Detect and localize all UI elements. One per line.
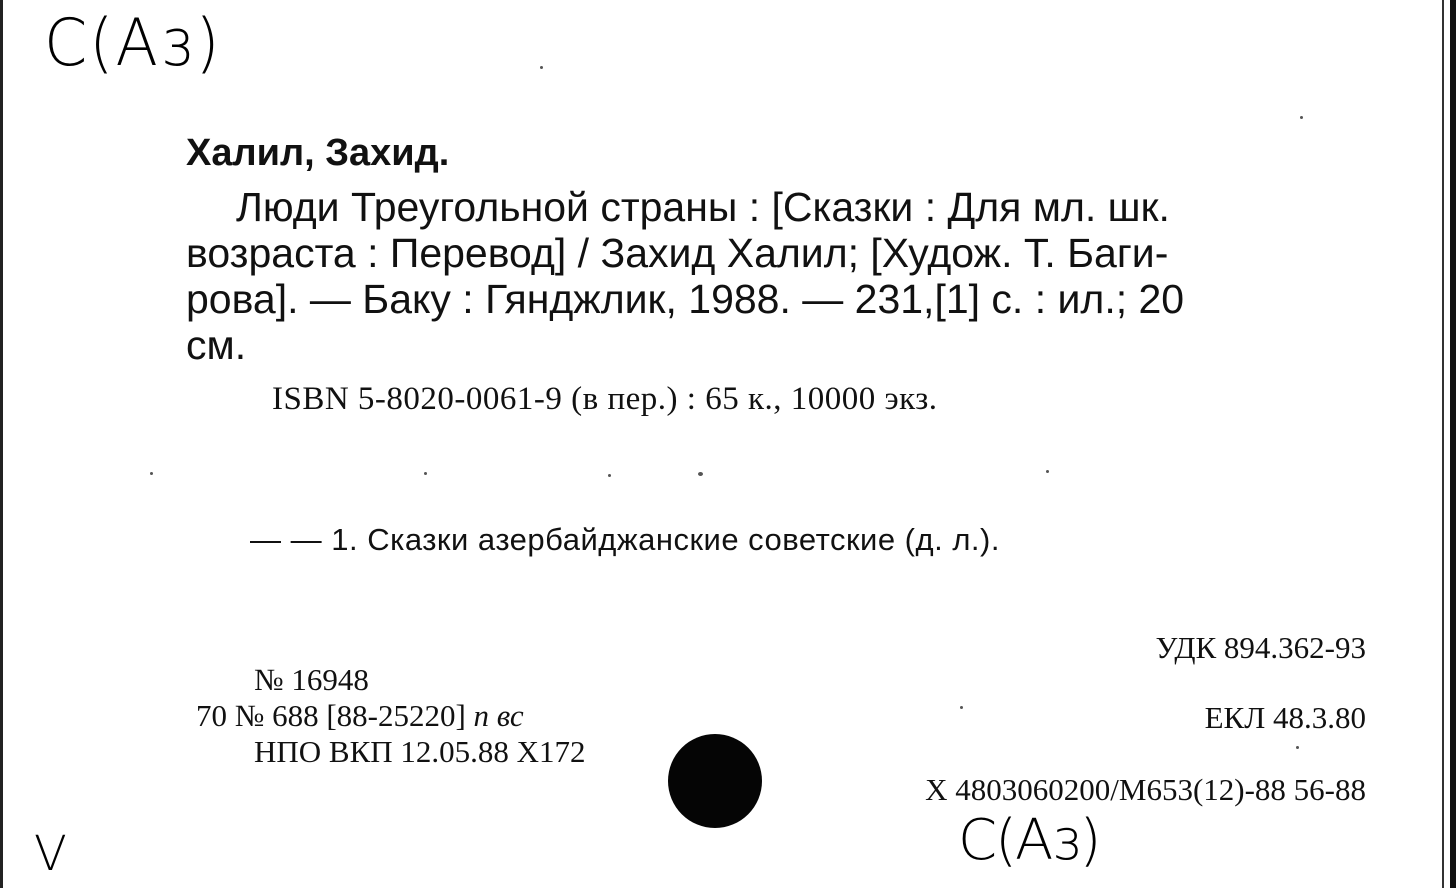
scan-speck xyxy=(540,66,543,69)
bibliographic-description xyxy=(186,184,1360,368)
author-heading: Халил, Захид. xyxy=(186,132,450,174)
handwritten-shelfmark-top: С(Аз) xyxy=(44,4,222,81)
order-line xyxy=(196,698,586,734)
scan-speck xyxy=(1296,746,1299,749)
subject-heading: — — 1. Сказки азербайджанские советские (д. л.). xyxy=(250,522,1000,557)
order-number: 70 № 688 [88-25220] xyxy=(196,698,466,733)
card-punch-hole xyxy=(668,734,762,828)
card-right-edge xyxy=(1450,0,1456,888)
description-line: Люди Треугольной страны : [Сказки : Для мл. шк. xyxy=(236,184,1170,230)
publisher-code: X 4803060200/М653(12)-88 56-88 xyxy=(925,772,1366,807)
printer-line: НПО ВКП 12.05.88 X172 xyxy=(254,734,586,769)
handwritten-shelfmark-bottom: С(Аз) xyxy=(958,808,1100,873)
scan-speck xyxy=(960,706,963,709)
card-right-edge-inner xyxy=(1442,0,1444,888)
handwritten-check-mark: V xyxy=(34,826,69,882)
description-line: возраста : Перевод] / Захид Халил; [Худож. Т. Баги- xyxy=(186,230,1169,276)
scan-speck xyxy=(424,472,427,475)
scan-speck xyxy=(698,472,703,476)
scan-speck xyxy=(608,474,611,477)
card-left-edge xyxy=(0,0,3,888)
order-suffix: п вс xyxy=(473,698,524,733)
ekl-code: ЕКЛ 48.3.80 xyxy=(1204,700,1366,735)
scan-speck xyxy=(1300,116,1303,119)
description-line: рова]. — Баку : Гянджлик, 1988. — 231,[1] с. : ил.; 20 xyxy=(186,276,1185,322)
isbn-line: ISBN 5-8020-0061-9 (в пер.) : 65 к., 10000 экз. xyxy=(272,381,938,417)
scan-speck xyxy=(1046,470,1049,473)
scan-speck xyxy=(150,472,153,475)
print-info xyxy=(196,662,586,770)
udk-code: УДК 894.362-93 xyxy=(1155,630,1366,665)
description-line: см. xyxy=(186,322,247,368)
card-number: № 16948 xyxy=(254,662,369,697)
